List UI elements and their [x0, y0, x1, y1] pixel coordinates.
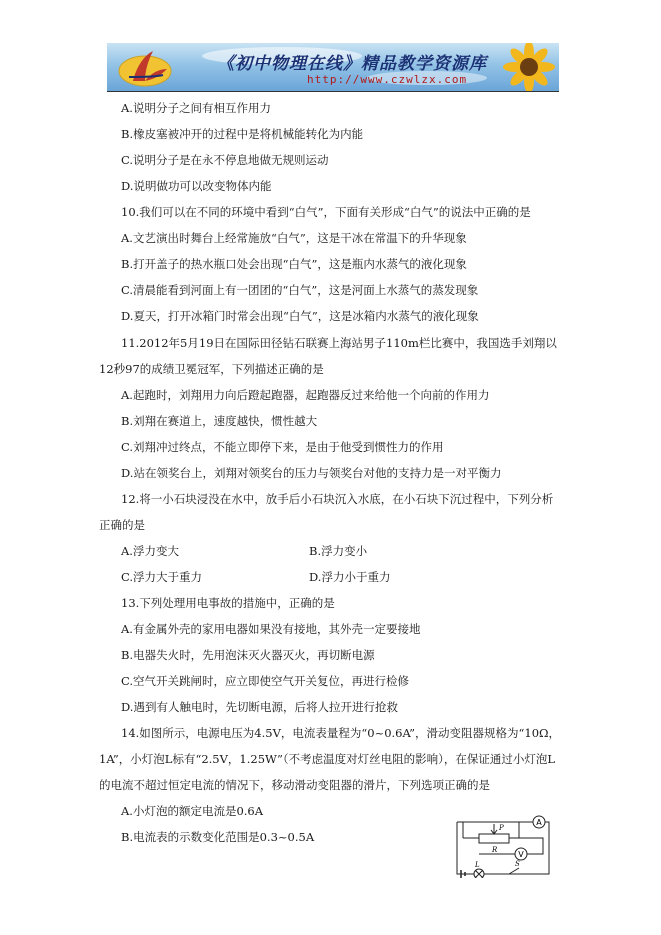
header-rule: [107, 91, 559, 92]
q10-option-d: D.夏天，打开冰箱门时常会出现“白气”，这是冰箱内水蒸气的液化现象: [121, 309, 479, 323]
q12-option-d: D.浮力小于重力: [309, 570, 391, 584]
q12-option-a: A.浮力变大: [121, 544, 179, 558]
header-banner: [107, 43, 559, 91]
q13-option-c: C.空气开关跳闸时，应立即使空气开关复位，再进行检修: [121, 674, 410, 688]
q11-option-d: D.站在领奖台上，刘翔对领奖台的压力与领奖台对他的支持力是一对平衡力: [121, 466, 502, 480]
switch-label: S: [515, 860, 520, 868]
circuit-diagram: [453, 814, 553, 878]
q14-option-b: B.电流表的示数变化范围是0.3~0.5A: [121, 830, 315, 844]
q12-option-b: B.浮力变小: [309, 544, 368, 558]
q9-option-a: A.说明分子之间有相互作用力: [121, 101, 271, 115]
q12-stem-line1: 12.将一小石块浸没在水中，放手后小石块沉入水底，在小石块下沉过程中，下列分析: [121, 492, 554, 506]
q11-stem-line1: 11.2012年5月19日在国际田径钻石联赛上海站男子110m栏比赛中，我国选手刘翔以: [121, 336, 557, 350]
site-url[interactable]: http://www.czwlzx.com: [307, 73, 468, 86]
q9-option-b: B.橡皮塞被冲开的过程中是将机械能转化为内能: [121, 127, 364, 141]
rheostat-label: R: [492, 846, 498, 854]
q14-stem-line3: 的电流不超过恒定电流的情况下，移动滑动变阻器的滑片，下列选项正确的是: [99, 778, 490, 792]
q11-option-b: B.刘翔在赛道上，速度越快，惯性越大: [121, 414, 318, 428]
site-logo-icon: [115, 47, 175, 89]
q10-stem: 10.我们可以在不同的环境中看到“白气”，下面有关形成“白气”的说法中正确的是: [121, 205, 531, 219]
site-title: 《初中物理在线》精品教学资源库: [217, 54, 487, 74]
ammeter-label: A: [536, 818, 542, 827]
q9-option-c: C.说明分子是在永不停息地做无规则运动: [121, 153, 329, 167]
q10-option-c: C.清晨能看到河面上有一团团的“白气”，这是河面上水蒸气的蒸发现象: [121, 283, 479, 297]
q13-option-d: D.遇到有人触电时，先切断电源，后将人拉开进行抢救: [121, 700, 398, 714]
q9-option-d: D.说明做功可以改变物体内能: [121, 179, 272, 193]
q10-option-b: B.打开盖子的热水瓶口处会出现“白气”，这是瓶内水蒸气的液化现象: [121, 257, 467, 271]
q10-option-a: A.文艺演出时舞台上经常施放“白气”，这是干冰在常温下的升华现象: [121, 231, 467, 245]
slider-label: P: [499, 824, 504, 832]
q14-option-a: A.小灯泡的额定电流是0.6A: [121, 804, 264, 818]
q12-stem-line2: 正确的是: [99, 518, 145, 532]
q12-option-c: C.浮力大于重力: [121, 570, 203, 584]
q14-stem-line2: 1A”，小灯泡L标有“2.5V，1.25W”（不考虑温度对灯丝电阻的影响），在保证通过小灯泡L: [99, 752, 556, 766]
q11-option-c: C.刘翔冲过终点，不能立即停下来，是由于他受到惯性力的作用: [121, 440, 444, 454]
q11-option-a: A.起跑时，刘翔用力向后蹬起跑器，起跑器反过来给他一个向前的作用力: [121, 388, 490, 402]
sunflower-icon: [489, 43, 559, 91]
q13-option-a: A.有金属外壳的家用电器如果没有接地，其外壳一定要接地: [121, 622, 421, 636]
q13-stem: 13.下列处理用电事故的措施中，正确的是: [121, 596, 335, 610]
q13-option-b: B.电器失火时，先用泡沫灭火器灭火，再切断电源: [121, 648, 375, 662]
q11-stem-line2: 12秒97的成绩卫冕冠军，下列描述正确的是: [99, 362, 324, 376]
lamp-label: L: [475, 861, 480, 869]
voltmeter-label: V: [518, 850, 524, 859]
q14-stem-line1: 14.如图所示，电源电压为4.5V，电流表量程为“0~0.6A”，滑动变阻器规格为“10Ω，: [121, 726, 561, 740]
